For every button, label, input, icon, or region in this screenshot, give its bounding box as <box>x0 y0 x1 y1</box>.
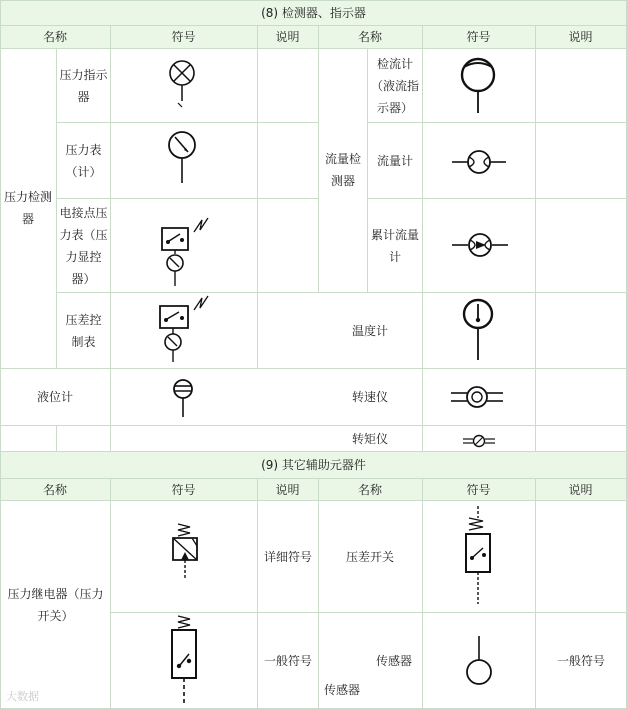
pressure-indicator-symbol <box>162 57 202 113</box>
sensor-label: 传感器 <box>375 653 412 668</box>
section9-title: (9) 其它辅助元器件 <box>261 458 366 472</box>
contact-gauge-label: 电接点压力表（压力显控器） <box>59 205 108 286</box>
pressure-relay-general-symbol <box>166 614 202 706</box>
pressure-indicator-label: 压力指示器 <box>59 67 108 104</box>
torque-meter-label: 转矩仪 <box>351 431 388 446</box>
header-name: 名称 <box>42 30 67 44</box>
header-symbol-2: 符号 <box>466 30 491 44</box>
pressure-gauge-label: 压力表（计） <box>65 142 102 179</box>
flow-meter-symbol <box>450 148 508 176</box>
header-symbol-2-s9: 符号 <box>466 482 491 497</box>
tachometer-symbol <box>449 384 505 410</box>
level-gauge-symbol <box>171 377 195 421</box>
tachometer-label: 转速仪 <box>351 390 388 404</box>
diff-pressure-control-symbol <box>156 296 212 366</box>
diff-pressure-control-label: 压差控制表 <box>65 312 102 349</box>
header-name-2-s9: 名称 <box>357 482 382 497</box>
header-desc: 说明 <box>275 30 300 44</box>
header-desc-2-s9: 说明 <box>568 482 593 497</box>
general-symbol-2-label: 一般符号 <box>556 653 605 668</box>
totalizing-flow-meter-label: 累计流量计 <box>371 227 420 264</box>
thermometer-label: 温度计 <box>351 323 388 338</box>
flow-indicator-label: 检流计（液流指示器） <box>370 56 419 115</box>
pressure-gauge-symbol <box>163 127 203 185</box>
header-name-2: 名称 <box>357 30 382 44</box>
diff-pressure-switch-label: 压差开关 <box>345 549 394 564</box>
header-symbol-s9: 符号 <box>171 482 196 497</box>
flow-meter-label: 流量计 <box>376 153 413 168</box>
detailed-symbol-label: 详细符号 <box>263 549 312 564</box>
header-symbol: 符号 <box>171 30 196 44</box>
header-desc-2: 说明 <box>568 30 593 44</box>
torque-meter-symbol <box>462 434 496 448</box>
sensor-symbol <box>462 636 496 686</box>
general-symbol-label: 一般符号 <box>263 653 312 668</box>
section8-title: (8) 检测器、指示器 <box>261 6 366 20</box>
contact-gauge-symbol <box>158 210 214 290</box>
totalizing-flow-meter-symbol <box>450 230 510 260</box>
flow-indicator-symbol <box>458 55 498 117</box>
flow-detector-label: 流量检测器 <box>324 152 361 188</box>
header-name-s9: 名称 <box>42 482 67 497</box>
pressure-relay-detailed-symbol <box>168 522 202 584</box>
pressure-relay-label: 压力继电器（压力开关） <box>7 586 104 623</box>
thermometer-symbol <box>460 298 496 364</box>
sensor-group-label: 传感器 <box>323 683 360 697</box>
header-desc-s9: 说明 <box>275 482 300 497</box>
watermark: 大数据 <box>6 690 39 703</box>
pressure-detector-label: 压力检测器 <box>4 190 53 226</box>
level-gauge-label: 液位计 <box>36 390 73 404</box>
diff-pressure-switch-symbol <box>461 506 495 606</box>
